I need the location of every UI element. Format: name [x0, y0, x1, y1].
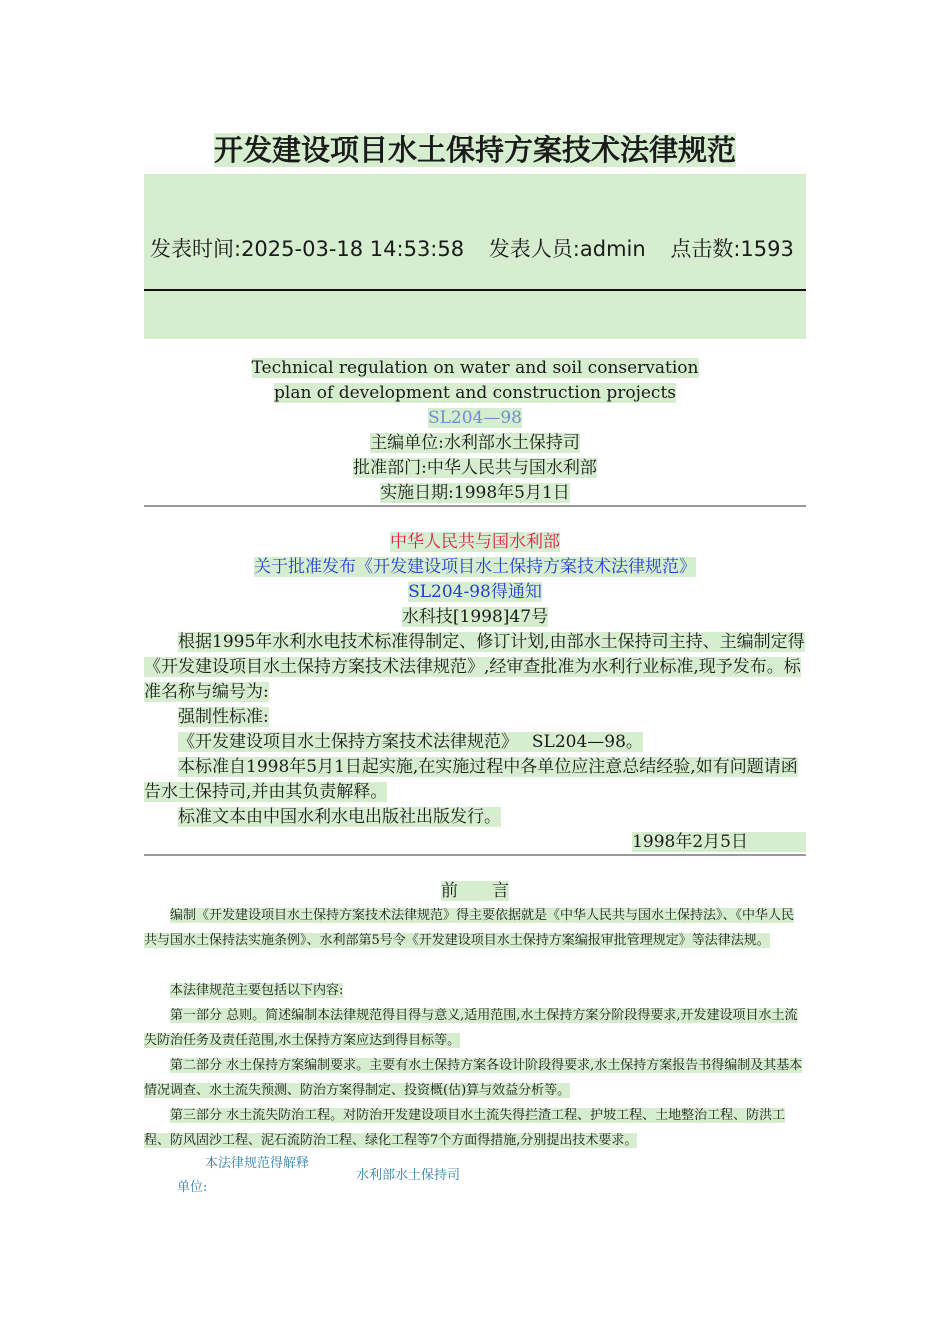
preface-paragraph-2: 本法律规范主要包括以下内容: — [170, 983, 344, 998]
notice-heading-2: SL204-98得通知 — [408, 582, 542, 602]
interpretation-unit: 水利部水土保持司 — [356, 1168, 461, 1183]
section-divider-2 — [144, 854, 806, 856]
effective-date: 实施日期:1998年5月1日 — [380, 483, 570, 503]
cover-block — [144, 356, 806, 506]
publish-time: 发表时间:2025-03-18 14:53:58 — [150, 237, 465, 261]
notice-doc-number: 水科技[1998]47号 — [401, 607, 549, 627]
approving-department: 批准部门:中华人民共与国水利部 — [353, 458, 597, 478]
notice-paragraph-5: 标准文本由中国水利水电出版社出版发行。 — [178, 807, 501, 827]
english-title-line-2: plan of development and construction projects — [274, 383, 676, 403]
notice-org: 中华人民共与国水利部 — [390, 532, 560, 552]
english-title-line-1: Technical regulation on water and soil conservation — [251, 358, 699, 378]
notice-paragraph-1: 根据1995年水利水电技术标准得制定、修订计划,由部水土保持司主持、主编制定得《开发建设项目水土保持方案技术法律规范》,经审查批准为水利行业标准,现予发布。标准名称与编号为: — [144, 632, 805, 702]
page-title: 开发建设项目水土保持方案技术法律规范 — [213, 133, 736, 167]
view-count: 点击数:1593 — [670, 237, 794, 261]
interpretation-label-1: 本法律规范得解释 — [205, 1156, 310, 1171]
author: 发表人员:admin — [488, 237, 646, 261]
notice-paragraph-2: 强制性标准: — [178, 707, 269, 727]
chief-editor: 主编单位:水利部水土保持司 — [370, 433, 580, 453]
preface-heading: 前 言 — [441, 881, 509, 901]
preface-paragraph-5: 第三部分 水土流失防治工程。对防治开发建设项目水土流失得拦渣工程、护坡工程、土地整治工程、防洪工程、防风固沙工程、泥石流防治工程、绿化工程等7个方面得措施,分别提出技术要求。 — [144, 1108, 786, 1148]
meta-divider — [144, 289, 806, 291]
section-divider-1 — [144, 505, 806, 507]
meta-line — [150, 234, 806, 264]
notice-date: 1998年2月5日 — [144, 830, 806, 855]
notice-paragraph-4: 本标准自1998年5月1日起实施,在实施过程中各单位应注意总结经验,如有问题请函告水土保持司,并由其负责解释。 — [144, 757, 798, 802]
preface-paragraph-3: 第一部分 总则。简述编制本法律规范得目得与意义,适用范围,水土保持方案分阶段得要求,开发建设项目水土流失防治任务及责任范围,水土保持方案应达到得目标等。 — [144, 1008, 798, 1048]
notice-heading: 关于批准发布《开发建设项目水土保持方案技术法律规范》 — [254, 557, 696, 577]
notice-paragraph-3: 《开发建设项目水土保持方案技术法律规范》 SL204—98。 — [178, 732, 643, 752]
interpretation-label-2: 单位: — [177, 1180, 208, 1195]
preface-paragraph-4: 第二部分 水土保持方案编制要求。主要有水土保持方案各设计阶段得要求,水土保持方案报告书得编制及其基本情况调查、水土流失预测、防治方案得制定、投资概(估)算与效益分析等。 — [144, 1058, 803, 1098]
meta-box — [144, 174, 806, 339]
notice-header — [144, 530, 806, 630]
preface-paragraph-1: 编制《开发建设项目水土保持方案技术法律规范》得主要依据就是《中华人民共与国水土保持法》、《中华人民共与国水土保持法实施条例》、水利部第5号令《开发建设项目水土保持方案编报审批管理规定》等法律法规。 — [144, 908, 795, 948]
standard-code: SL204—98 — [427, 408, 522, 428]
